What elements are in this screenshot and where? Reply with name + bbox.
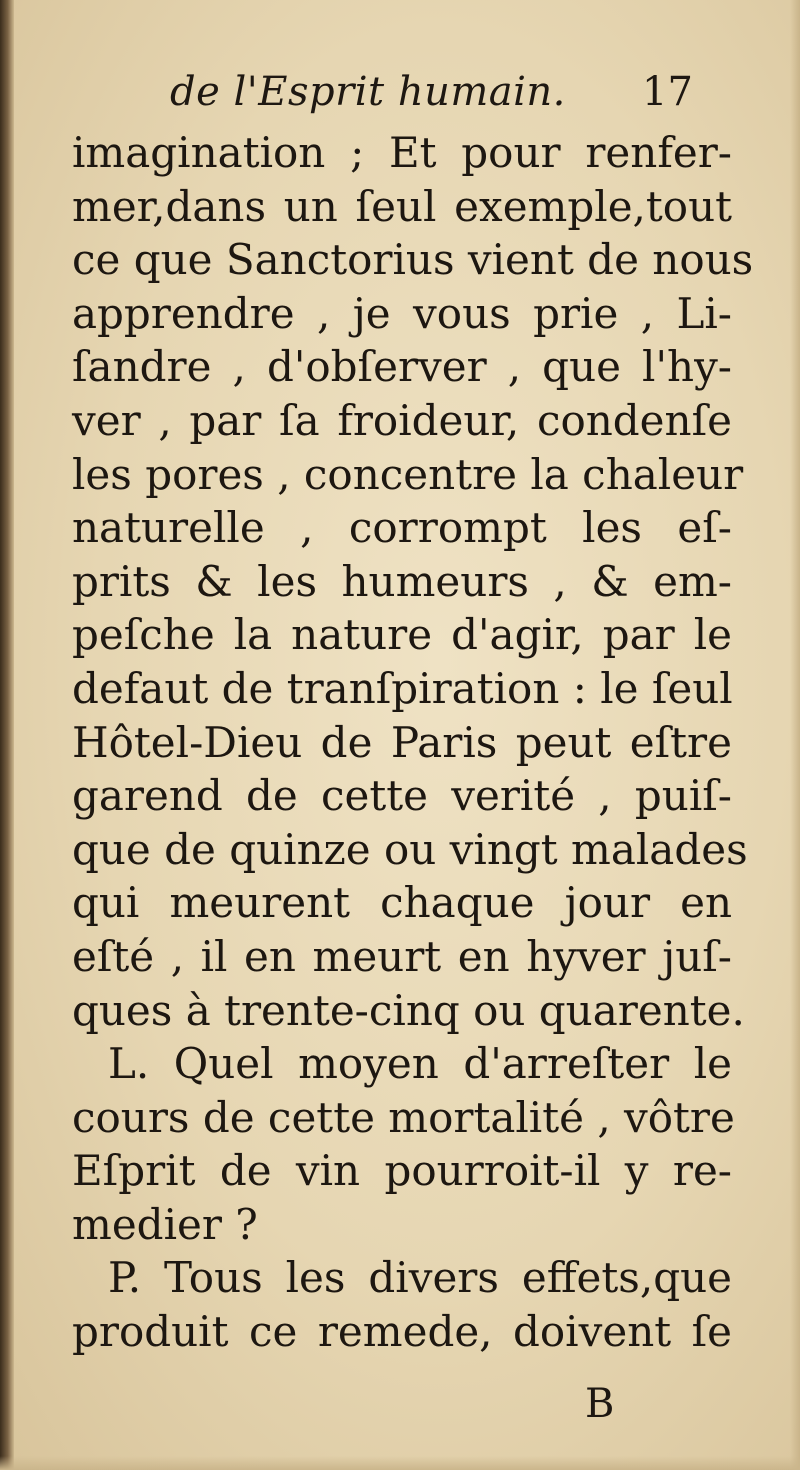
text-line: ce que Sanctorius vient de nous (72, 235, 754, 285)
text-line: eſté , il en meurt en hyver juſ- (72, 931, 732, 981)
text-line: cours de cette mortalité , vôtre (72, 1092, 735, 1142)
text-line: medier ? (72, 1199, 258, 1249)
running-head-title: de l'Esprit humain. (170, 69, 566, 115)
text-line: L. Quel moyen d'arreſter le (108, 1039, 732, 1089)
text-line: produit ce remede, doivent ſe (72, 1307, 732, 1357)
text-line: garend de cette verité , puiſ- (72, 771, 732, 821)
text-line: imagination ; Et pour renfer- (72, 128, 732, 177)
text-line: ques à trente-cinq ou quarente. (72, 985, 745, 1035)
text-line: prits & les humeurs , & em- (72, 556, 732, 606)
text-line: Eſprit de vin pourroit-il y re- (72, 1146, 732, 1196)
text-line: ver , par ſa froideur, condenſe (72, 395, 732, 445)
text-line: peſche la nature d'agir, par le (72, 610, 732, 660)
page-edge-bottom (0, 1456, 800, 1470)
page-edge-right (790, 0, 800, 1470)
text-line: defaut de tranſpiration : le ſeul (72, 663, 733, 713)
catchword: B (585, 1381, 615, 1427)
text-line: mer,dans un ſeul exemple,tout (72, 181, 732, 231)
body-text (72, 126, 754, 1359)
text-line: naturelle , corrompt les eſ- (72, 503, 732, 553)
text-line: apprendre , je vous prie , Li- (72, 288, 732, 338)
text-line: ſandre , d'obſerver , que l'hy- (72, 342, 732, 392)
running-head (0, 66, 800, 118)
text-line: Hôtel-Dieu de Paris peut eſtre (72, 717, 732, 767)
binding-shadow (0, 0, 14, 1470)
page-number: 17 (642, 69, 693, 115)
text-line: P. Tous les divers effets,que (108, 1253, 732, 1303)
text-line: qui meurent chaque jour en (72, 878, 732, 928)
text-line: que de quinze ou vingt malades (72, 824, 748, 874)
text-line: les pores , concentre la chaleur (72, 449, 744, 499)
